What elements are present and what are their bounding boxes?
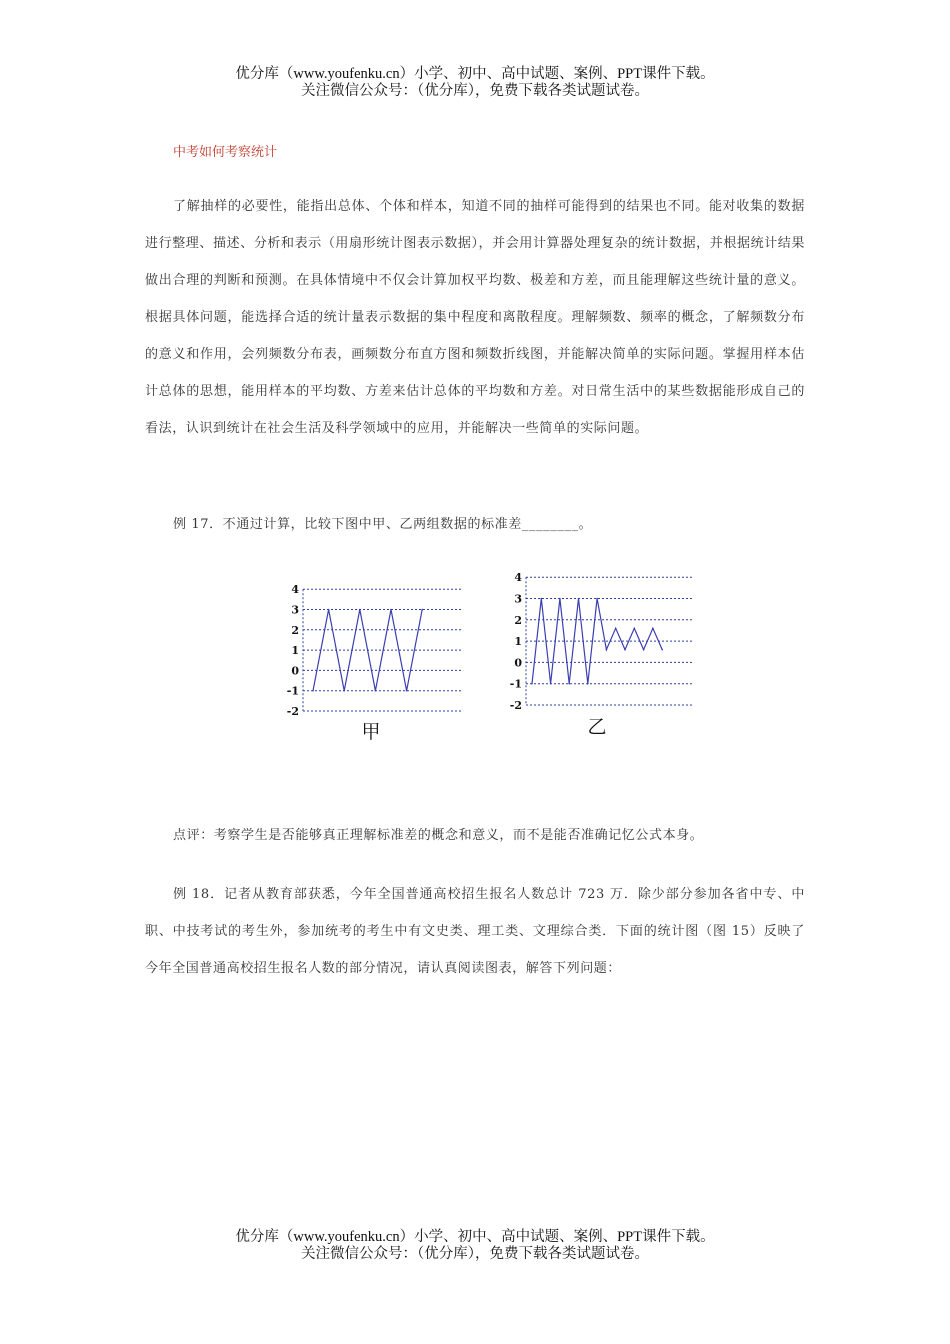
data-point xyxy=(559,598,561,600)
data-point xyxy=(531,683,533,685)
data-point xyxy=(312,690,314,692)
data-point xyxy=(541,598,543,600)
chart-title: 甲 xyxy=(361,721,381,743)
page-footer xyxy=(0,1229,950,1263)
data-point xyxy=(343,690,345,692)
data-point xyxy=(606,649,608,651)
section-title: 中考如何考察统计 xyxy=(173,145,278,160)
y-tick-label: 4 xyxy=(291,583,299,597)
data-point xyxy=(568,683,570,685)
footer-line-1: 优分库（www.youfenku.cn）小学、初中、高中试题、案例、PPT课件下载。 xyxy=(235,1229,715,1245)
header-line-2: 关注微信公众号：（优分库），免费下载各类试题试卷。 xyxy=(301,83,649,99)
y-tick-label: -1 xyxy=(286,684,299,698)
example-18-paragraph: 例 18．记者从教育部获悉，今年全国普通高校招生报名人数总计 723 万．除少部分参加各省中专、中职、中技考试的考生外，参加统考的考生中有文史类、理工类、文理综合类．下面的统计图（图 15）反映了今年全国普通高校招生报名人数的部分情况，请认真阅读图表，解答下列问题： xyxy=(145,887,805,976)
y-tick-label: 1 xyxy=(291,644,299,658)
chart-jia xyxy=(283,568,468,748)
intro-paragraph: 了解抽样的必要性，能指出总体、个体和样本，知道不同的抽样可能得到的结果也不同。能对收集的数据进行整理、描述、分析和表示（用扇形统计图表示数据），并会用计算器处理复杂的统计数据，并根据统计结果做出合理的判断和预测。在具体情境中不仅会计算加权平均数、极差和方差，而且能理解这些统计量的意义。根据具体问题，能选择合适的统计量表示数据的集中程度和离散程度。理解频数、频率的概念，了解频数分布的意义和作用，会列频数分布表，画频数分布直方图和频数折线图，并能解决简单的实际问题。掌握用样本估计总体的思想，能用样本的平均数、方差来估计总体的平均数和方差。对日常生活中的某些数据能形成自己的看法，认识到统计在社会生活及科学领域中的应用，并能解决一些简单的实际问题。 xyxy=(145,199,805,436)
y-tick-label: -2 xyxy=(509,699,522,712)
data-point xyxy=(406,690,408,692)
y-tick-label: 2 xyxy=(514,613,522,627)
y-tick-label: 3 xyxy=(291,603,299,617)
header-line-1: 优分库（www.youfenku.cn）小学、初中、高中试题、案例、PPT课件下载。 xyxy=(235,66,715,82)
comment-text: 点评：考察学生是否能够真正理解标准差的概念和意义，而不是能否准确记忆公式本身。 xyxy=(173,828,704,843)
data-point xyxy=(615,628,617,630)
data-point xyxy=(578,598,580,600)
data-point xyxy=(328,609,330,611)
data-point xyxy=(390,609,392,611)
data-point xyxy=(596,598,598,600)
series-line xyxy=(313,610,422,691)
y-tick-label: 4 xyxy=(514,571,522,585)
y-tick-label: -2 xyxy=(286,705,299,718)
y-tick-label: 2 xyxy=(291,623,299,637)
chart-yi xyxy=(508,567,698,747)
chart-title: 乙 xyxy=(587,716,607,738)
data-point xyxy=(624,649,626,651)
footer-line-2: 关注微信公众号：（优分库），免费下载各类试题试卷。 xyxy=(301,1246,649,1262)
page-header xyxy=(0,66,950,100)
data-point xyxy=(634,628,636,630)
y-tick-label: 1 xyxy=(514,635,522,649)
data-point xyxy=(587,683,589,685)
data-point xyxy=(661,649,663,651)
y-tick-label: -1 xyxy=(509,677,522,691)
y-tick-label: 0 xyxy=(514,656,522,670)
data-point xyxy=(375,690,377,692)
data-point xyxy=(643,649,645,651)
data-point xyxy=(421,609,423,611)
data-point xyxy=(359,609,361,611)
data-point xyxy=(652,628,654,630)
y-tick-label: 3 xyxy=(514,592,522,606)
y-tick-label: 0 xyxy=(291,664,299,678)
data-point xyxy=(550,683,552,685)
example-17-question: 例 17．不通过计算，比较下图中甲、乙两组数据的标准差________。 xyxy=(173,517,593,532)
